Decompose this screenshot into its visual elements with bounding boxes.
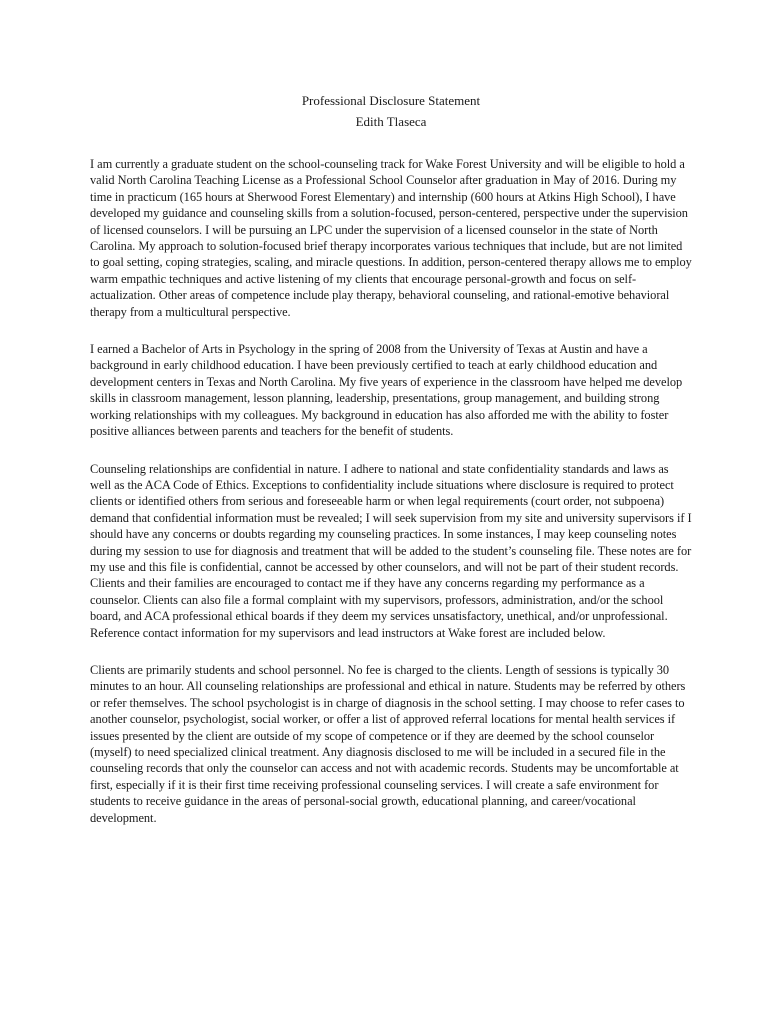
document-author: Edith Tlaseca	[355, 114, 427, 129]
document-page	[90, 90, 692, 847]
title-block	[90, 90, 692, 132]
paragraph-experience: I am currently a graduate student on the school-counseling track for Wake Forest University and will be eligible to hold a valid North Carolina Teaching License as a Professional School Counselor after graduation in May of 2016. During my time in practicum (165 hours at Sherwood Forest Elementary) and internship (600 hours at Atkins High School), I have developed my guidance and counseling skills from a solution-focused, person-centered, perspective under the supervision of licensed counselors. I will be pursuing an LPC under the supervision of a licensed counselor in the state of North Carolina. My approach to solution-focused brief therapy incorporates various techniques that include, but are not limited to goal setting, coping strategies, scaling, and miracle questions. In addition, person-centered therapy allows me to employ warm empathic techniques and active listening of my clients that encourage personal-growth and focus on self-actualization. Other areas of competence include play therapy, behavioral counseling, and rational-emotive behavioral therapy from a multicultural perspective.	[90, 157, 692, 319]
paragraph-clients: Clients are primarily students and school personnel. No fee is charged to the clients. Length of sessions is typically 30 minutes to an hour. All counseling relationships are professional and ethical in nature. Students may be referred by others or refer themselves. The school psychologist is in charge of diagnosis in the school setting. I may choose to refer cases to another counselor, psychologist, social worker, or offer a list of approved referral locations for mental health services if issues presented by the client are outside of my scope of competence or if they are deemed by the school counselor (myself) to need specialized clinical treatment. Any diagnosis disclosed to me will be included in a secured file in the counseling records that only the counselor can access and not with academic records. Students may be uncomfortable at first, especially if it is their first time receiving professional counseling services. I will create a safe environment for students to receive guidance in the areas of personal-social growth, educational planning, and career/vocational development.	[90, 662, 686, 825]
document-title: Professional Disclosure Statement	[301, 93, 481, 108]
paragraph-education: I earned a Bachelor of Arts in Psychology in the spring of 2008 from the University of Texas at Austin and have a background in early childhood education. I have been previously certified to teach at early childhood education and development centers in Texas and North Carolina. My five years of experience in the classroom have helped me develop skills in classroom management, lesson planning, leadership, presentations, group management, and building strong working relationships with my colleagues. My background in education has also afforded me with the ability to foster positive alliances between parents and teachers for the benefit of students.	[90, 342, 683, 439]
paragraph-confidentiality: Counseling relationships are confidential in nature. I adhere to national and state confidentiality standards and laws as well as the ACA Code of Ethics. Exceptions to confidentiality include situations where disclosure is required to protect clients or identified others from serious and foreseeable harm or when legal requirements (court order, not subpoena) demand that confidential information must be revealed; I will seek supervision from my site and university supervisors if I should have any concerns or doubts regarding my counseling practices. In some instances, I may keep counseling notes during my session to use for diagnosis and treatment that will be added to the student’s counseling file. These notes are for my use and this file is confidential, cannot be accessed by other counselors, and will not be part of their student records. Clients and their families are encouraged to contact me if they have any concerns regarding my performance as a counselor. Clients can also file a formal complaint with my supervisors, professors, administration, and/or the school board, and ACA professional ethical boards if they deem my services unsatisfactory, unethical, and/or unprofessional. Reference contact information for my supervisors and lead instructors at Wake forest are included below.	[90, 461, 692, 640]
